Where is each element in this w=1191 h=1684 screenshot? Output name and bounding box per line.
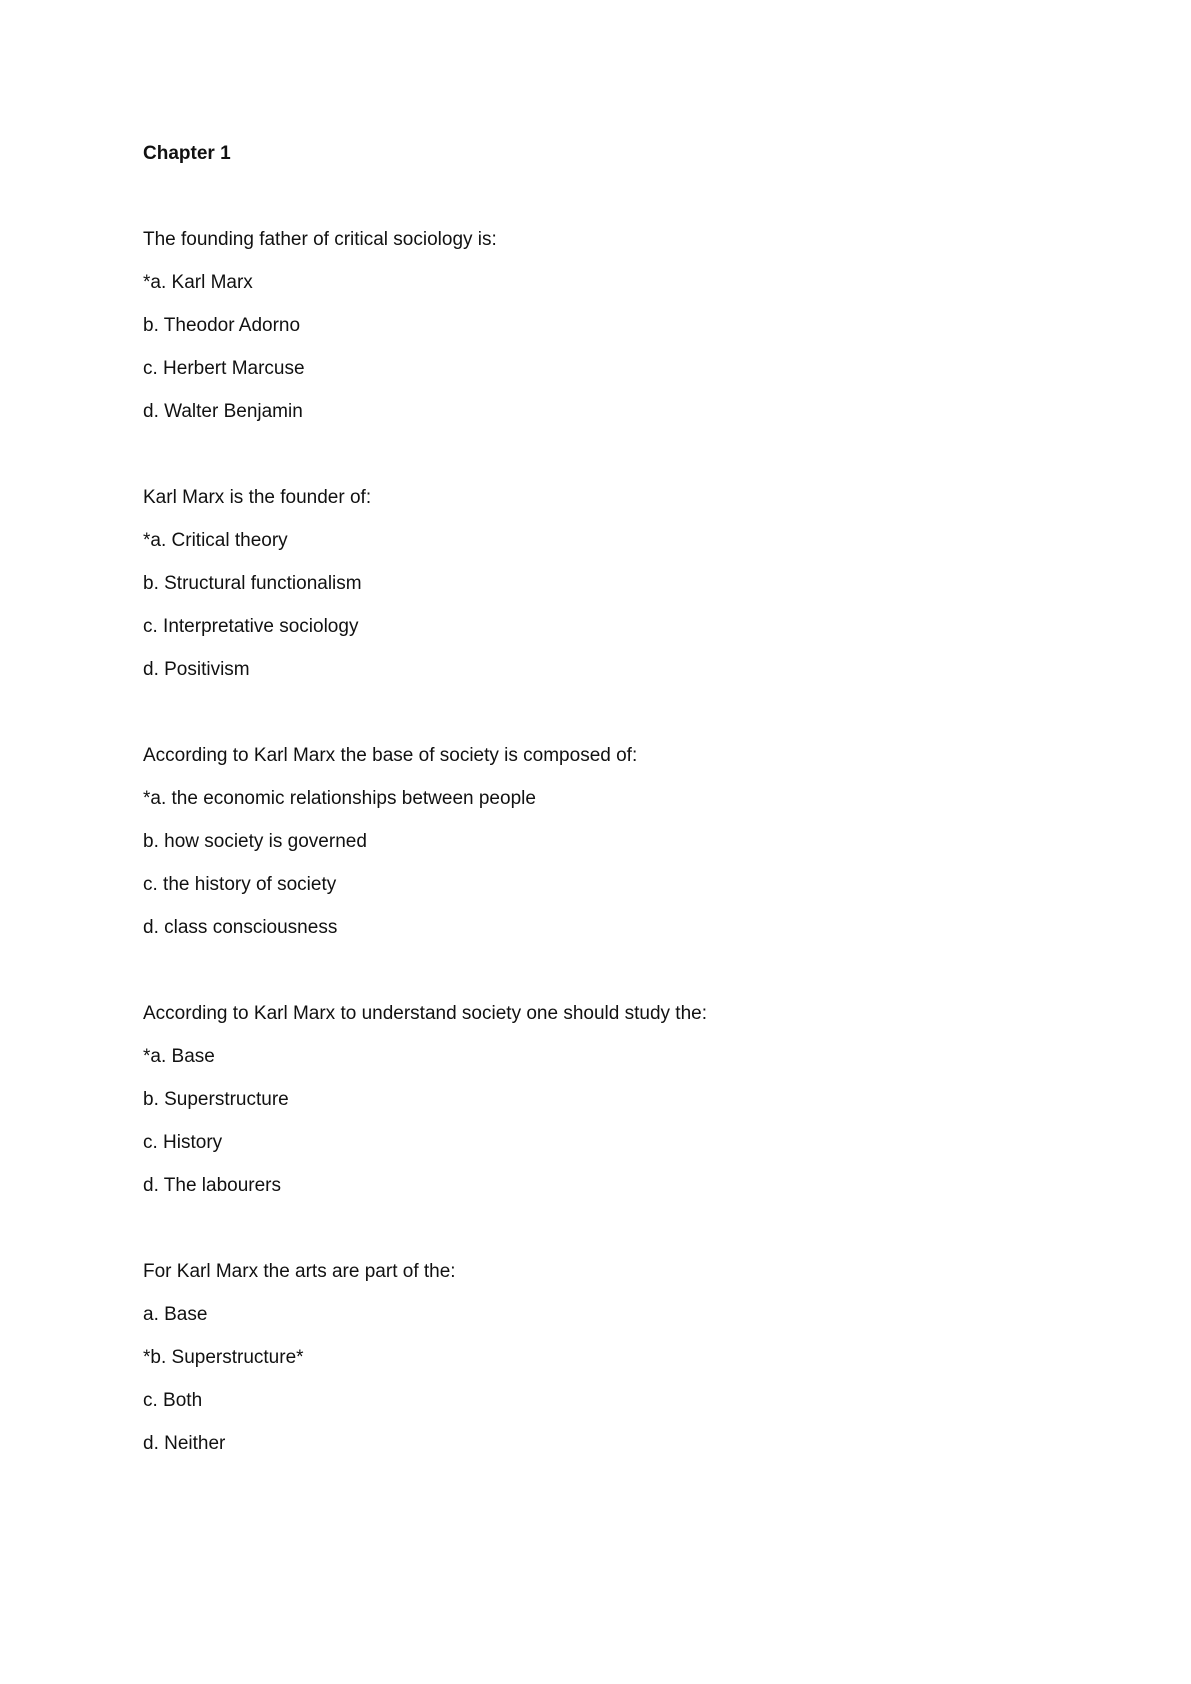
- answer-option: *a. Karl Marx: [143, 272, 253, 293]
- answer-options: [143, 1044, 1093, 1199]
- question-text: Karl Marx is the founder of:: [143, 487, 372, 508]
- chapter-title: Chapter 1: [143, 143, 231, 164]
- answer-option: b. Superstructure: [143, 1089, 289, 1110]
- question-5: [143, 1259, 1093, 1457]
- question-text: According to Karl Marx the base of society is composed of:: [143, 745, 638, 766]
- answer-option: d. class consciousness: [143, 917, 338, 938]
- answer-option: c. Herbert Marcuse: [143, 358, 305, 379]
- answer-option: *a. the economic relationships between people: [143, 788, 536, 809]
- answer-option: c. Both: [143, 1390, 203, 1411]
- question-4: [143, 1001, 1093, 1199]
- question-3: [143, 743, 1093, 941]
- answer-option: b. Theodor Adorno: [143, 315, 301, 336]
- answer-options: [143, 528, 1093, 683]
- question-1: [143, 227, 1093, 425]
- answer-option: a. Base: [143, 1304, 208, 1325]
- answer-option: *b. Superstructure*: [143, 1347, 304, 1368]
- answer-option: c. History: [143, 1132, 223, 1153]
- answer-option: b. Structural functionalism: [143, 573, 362, 594]
- question-text: The founding father of critical sociology is:: [143, 229, 497, 250]
- document-content: [143, 141, 1093, 1457]
- question-text: According to Karl Marx to understand society one should study the:: [143, 1003, 707, 1024]
- answer-option: *a. Critical theory: [143, 530, 288, 551]
- answer-options: [143, 1302, 1093, 1457]
- answer-options: [143, 786, 1093, 941]
- answer-option: d. Walter Benjamin: [143, 401, 303, 422]
- answer-option: *a. Base: [143, 1046, 215, 1067]
- answer-option: c. Interpretative sociology: [143, 616, 359, 637]
- answer-option: b. how society is governed: [143, 831, 367, 852]
- question-text: For Karl Marx the arts are part of the:: [143, 1261, 456, 1282]
- answer-option: d. The labourers: [143, 1175, 282, 1196]
- answer-option: d. Neither: [143, 1433, 226, 1454]
- answer-options: [143, 270, 1093, 425]
- question-2: [143, 485, 1093, 683]
- answer-option: d. Positivism: [143, 659, 250, 680]
- answer-option: c. the history of society: [143, 874, 337, 895]
